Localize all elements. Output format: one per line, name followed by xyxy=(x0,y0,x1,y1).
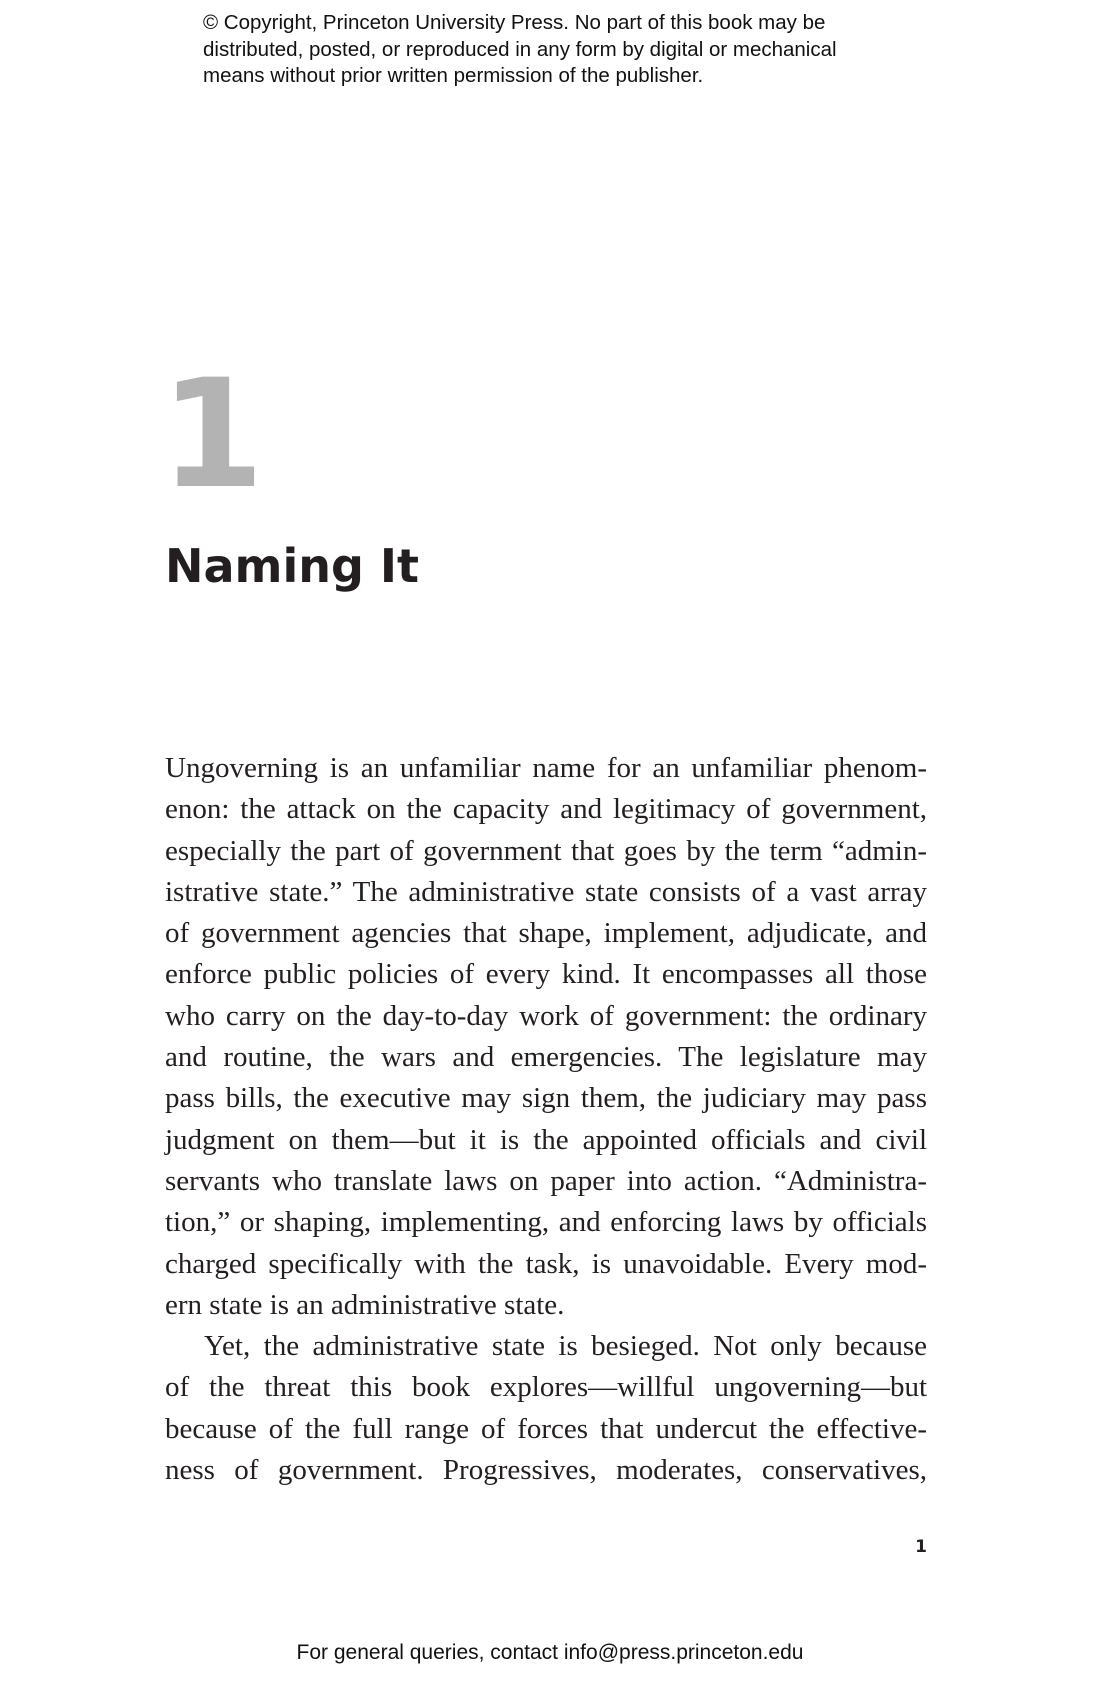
text-line: tion,” or shaping, implementing, and enforcing laws by officials xyxy=(165,1206,927,1239)
text-line: istrative state.” The administrative state consists of a vast array xyxy=(165,875,927,908)
text-line: Yet, the administrative state is besieged. Not only because xyxy=(204,1330,927,1363)
text-line: servants who translate laws on paper into action. “Administra- xyxy=(165,1164,927,1197)
text-line: ern state is an administrative state. xyxy=(165,1288,565,1321)
text-line: of the threat this book explores—willful ungoverning—but xyxy=(165,1371,927,1404)
body-text xyxy=(165,748,927,1491)
text-line: charged specifically with the task, is unavoidable. Every mod- xyxy=(165,1247,927,1280)
text-line: pass bills, the executive may sign them, the judiciary may pass xyxy=(165,1082,927,1115)
text-line: of government agencies that shape, implement, adjudicate, and xyxy=(165,917,927,950)
text-line: enon: the attack on the capacity and legitimacy of government, xyxy=(165,793,927,826)
page-number: 1 xyxy=(915,1537,927,1557)
footer-contact: For general queries, contact info@press.princeton.edu xyxy=(296,1641,804,1664)
text-line: because of the full range of forces that undercut the effective- xyxy=(165,1412,927,1445)
text-line: enforce public policies of every kind. It encompasses all those xyxy=(165,958,927,991)
copyright-notice xyxy=(203,10,923,90)
text-line: Ungoverning is an unfamiliar name for an unfamiliar phenom- xyxy=(165,752,927,784)
copyright-line: © Copyright, Princeton University Press. No part of this book may be xyxy=(203,11,826,34)
text-line: judgment on them—but it is the appointed officials and civil xyxy=(165,1123,927,1156)
chapter-number: 1 xyxy=(160,348,261,522)
copyright-line: distributed, posted, or reproduced in any form by digital or mechanical xyxy=(203,37,837,61)
text-line: especially the part of government that goes by the term “admin- xyxy=(165,834,927,867)
text-line: ness of government. Progressives, moderates, conservatives, xyxy=(165,1454,927,1487)
chapter-title: Naming It xyxy=(165,539,420,593)
copyright-line: means without prior written permission of the publisher. xyxy=(203,64,704,87)
text-line: who carry on the day-to-day work of government: the ordinary xyxy=(165,999,927,1032)
text-line: and routine, the wars and emergencies. The legislature may xyxy=(165,1041,927,1074)
